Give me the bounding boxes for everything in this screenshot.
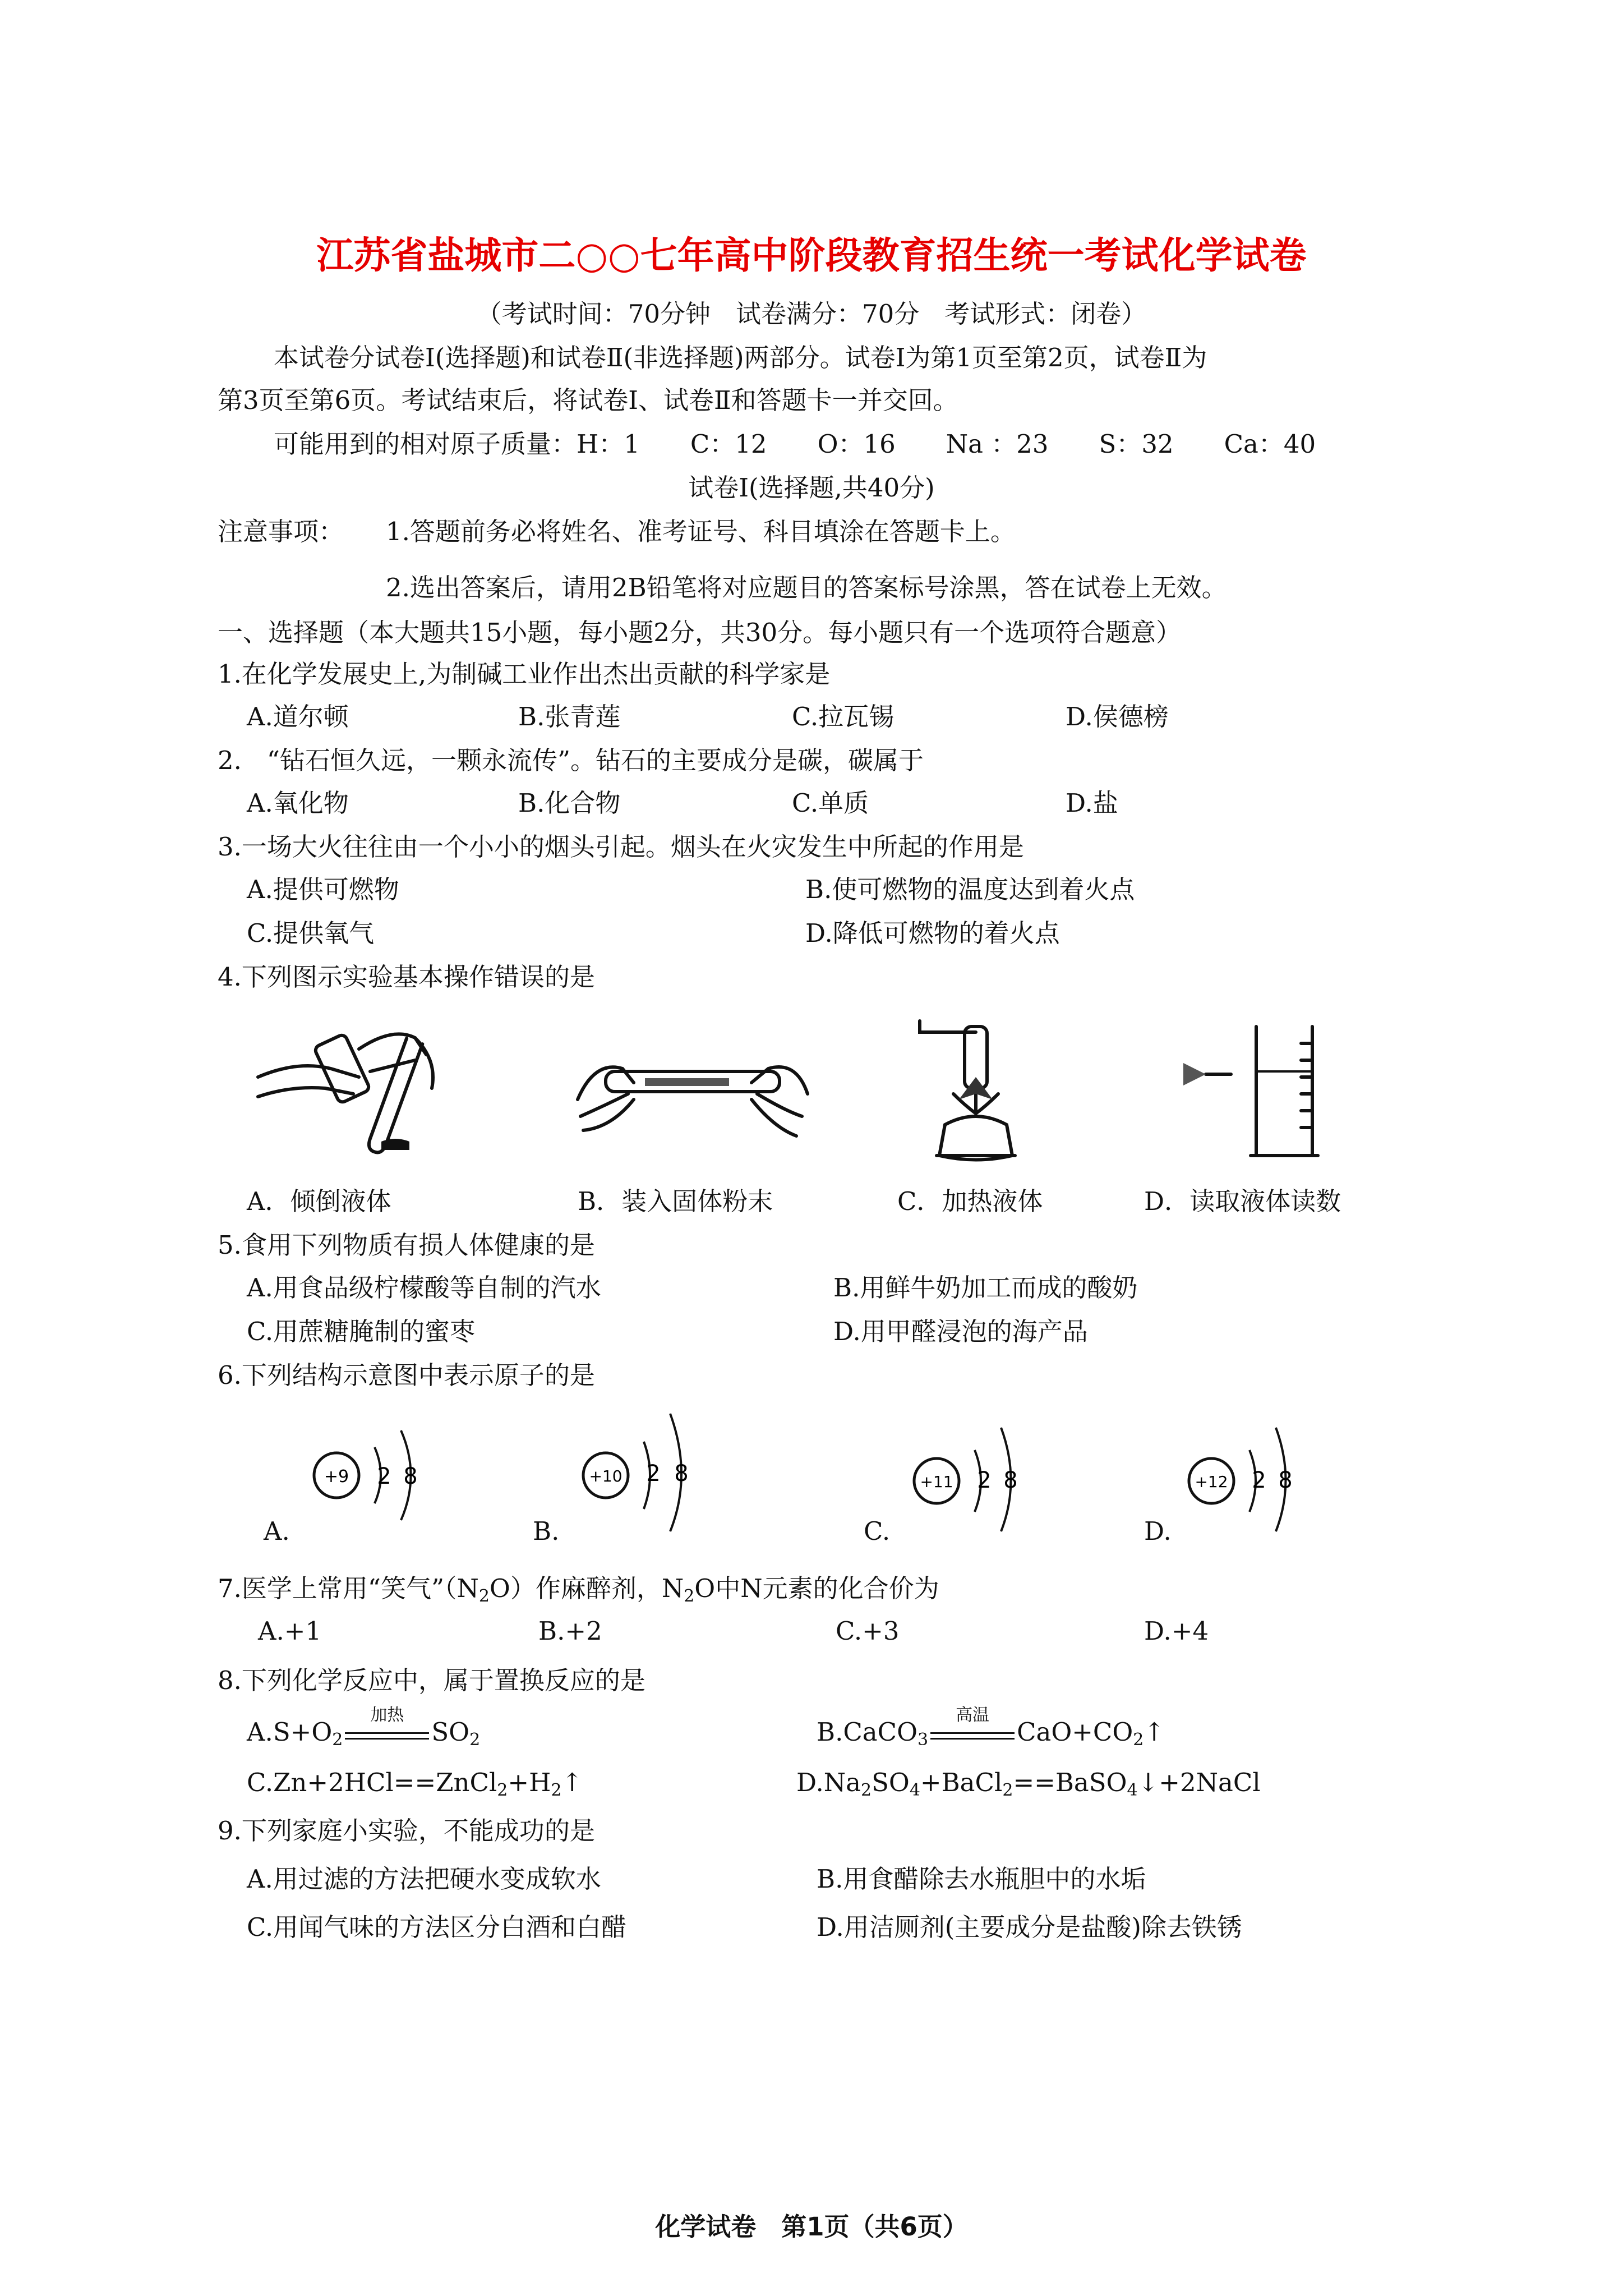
section-heading: 一、选择题（本大题共15小题，每小题2分，共30分。每小题只有一个选项符合题意） xyxy=(218,618,1182,647)
heating-liquid-figure xyxy=(892,1015,1049,1167)
q8-d-precipitate-arrow: ↓ xyxy=(1137,1768,1159,1797)
atom-diagram-c xyxy=(909,1414,1043,1537)
atomic-masses: 可能用到的相对原子质量：H：1 C：12 O：16 Na ：23 S：32 Ca：40 xyxy=(274,429,1316,459)
notice-1: 1.答题前务必将姓名、准考证号、科目填涂在答题卡上。 xyxy=(386,517,1016,546)
q8-b-sub-right: 2 xyxy=(1133,1730,1144,1750)
q8-c-sub-2: 2 xyxy=(551,1780,562,1800)
q6-option-d: D. xyxy=(1144,1516,1172,1546)
q7-sub-1: 2 xyxy=(478,1586,490,1606)
q8-b-sub-left: 3 xyxy=(917,1730,929,1750)
pouring-liquid-figure xyxy=(247,1015,460,1167)
atom-diagram-d xyxy=(1183,1414,1318,1537)
q8-d-part-2: SO xyxy=(872,1768,910,1797)
part1-heading: 试卷Ⅰ(选择题,共40分) xyxy=(688,473,935,503)
question-2-stem: 2. “钻石恒久远，一颗永流传”。钻石的主要成分是碳，碳属于 xyxy=(218,746,924,775)
question-1-stem: 1.在化学发展史上,为制碱工业作出杰出贡献的科学家是 xyxy=(218,659,831,689)
q8-b-gas-arrow: ↑ xyxy=(1144,1717,1165,1747)
q6-option-b: B. xyxy=(533,1516,560,1546)
q8-a-sub-left: 2 xyxy=(332,1730,343,1750)
atom-d-shell-1: 2 xyxy=(1252,1467,1266,1493)
q4-option-a: A．倾倒液体 xyxy=(247,1186,391,1216)
q8-b-left: CaCO xyxy=(843,1717,917,1747)
q7-option-d: D.+4 xyxy=(1144,1616,1209,1646)
q2-option-d: D.盐 xyxy=(1066,788,1118,818)
q7-text-2: O）作麻醉剂，N xyxy=(489,1573,684,1603)
atom-diagram-b xyxy=(578,1402,712,1537)
q8-equation-b xyxy=(817,1705,1165,1750)
q8-d-sub-1: 2 xyxy=(860,1780,872,1800)
q5-option-c: C.用蔗糖腌制的蜜枣 xyxy=(247,1317,476,1346)
atom-c-shell-2: 8 xyxy=(1003,1467,1018,1493)
intro-line-2: 第3页至第6页。考试结束后，将试卷Ⅰ、试卷Ⅱ和答题卡一并交回。 xyxy=(218,385,958,415)
q8-d-part-1: D.Na xyxy=(796,1768,861,1797)
q7-text-1: 7.医学上常用“笑气”（N xyxy=(218,1573,479,1603)
q7-sub-2: 2 xyxy=(684,1586,695,1606)
q9-option-c: C.用闻气味的方法区分白酒和白醋 xyxy=(247,1912,627,1942)
q1-option-a: A.道尔顿 xyxy=(247,702,349,731)
atom-d-nucleus: +12 xyxy=(1195,1473,1228,1491)
question-3-stem: 3.一场大火往往由一个小小的烟头引起。烟头在火灾发生中所起的作用是 xyxy=(218,832,1024,862)
question-6-stem: 6.下列结构示意图中表示原子的是 xyxy=(218,1360,595,1390)
q6-option-c: C. xyxy=(864,1516,891,1546)
q8-d-sub-4: 4 xyxy=(1127,1780,1138,1800)
notice-2: 2.选出答案后，请用2B铅笔将对应题目的答案标号涂黑，答在试卷上无效。 xyxy=(386,573,1227,602)
q8-d-part-4: ==BaSO xyxy=(1013,1768,1127,1797)
q8-b-label: B. xyxy=(817,1717,843,1747)
q8-a-left: S+O xyxy=(273,1717,333,1747)
q8-b-condition-label: 高温 xyxy=(956,1705,990,1725)
q7-text-3: O中N元素的化合价为 xyxy=(694,1573,939,1603)
question-7-stem xyxy=(218,1572,939,1605)
q8-c-part-1: C.Zn+2HCl==ZnCl xyxy=(247,1768,497,1797)
atom-b-shell-2: 8 xyxy=(674,1461,689,1487)
q9-option-a: A.用过滤的方法把硬水变成软水 xyxy=(247,1864,601,1894)
loading-powder-figure xyxy=(572,1038,813,1150)
exam-title: 江苏省盐城市二○○七年高中阶段教育招生统一考试化学试卷 xyxy=(316,233,1307,277)
q8-equation-d xyxy=(796,1766,1261,1800)
q3-option-a: A.提供可燃物 xyxy=(247,875,399,904)
exam-meta: （考试时间：70分钟 试卷满分：70分 考试形式：闭卷） xyxy=(476,299,1147,329)
reading-volume-figure xyxy=(1172,1021,1340,1167)
q7-option-a: A.+1 xyxy=(258,1616,322,1646)
q8-d-sub-2: 4 xyxy=(909,1780,920,1800)
q1-option-d: D.侯德榜 xyxy=(1066,702,1169,731)
q8-b-condition xyxy=(930,1705,1015,1746)
q8-equation-c xyxy=(247,1766,583,1800)
atom-c-shell-1: 2 xyxy=(977,1467,992,1493)
q1-option-b: B.张青莲 xyxy=(518,702,621,731)
atom-a-nucleus: +9 xyxy=(324,1467,349,1487)
atom-b-nucleus: +10 xyxy=(589,1467,623,1485)
q5-option-a: A.用食品级柠檬酸等自制的汽水 xyxy=(247,1273,601,1303)
q8-equation-a xyxy=(247,1705,481,1750)
q7-option-c: C.+3 xyxy=(836,1616,900,1646)
q3-option-b: B.使可燃物的温度达到着火点 xyxy=(805,875,1135,904)
q1-option-c: C.拉瓦锡 xyxy=(792,702,895,731)
q8-c-part-2: +H xyxy=(508,1768,551,1797)
q8-d-part-3: +BaCl xyxy=(920,1768,1003,1797)
q8-d-sub-3: 2 xyxy=(1002,1780,1013,1800)
q4-option-b: B．装入固体粉末 xyxy=(578,1186,773,1216)
q8-a-condition-label: 加热 xyxy=(370,1705,404,1725)
q7-option-b: B.+2 xyxy=(538,1616,602,1646)
atom-c-nucleus: +11 xyxy=(920,1473,953,1491)
q5-option-b: B.用鲜牛奶加工而成的酸奶 xyxy=(833,1273,1138,1303)
q8-c-sub-1: 2 xyxy=(497,1780,508,1800)
q8-d-part-5: +2NaCl xyxy=(1159,1768,1261,1797)
q8-c-gas-arrow: ↑ xyxy=(561,1768,583,1797)
question-4-stem: 4.下列图示实验基本操作错误的是 xyxy=(218,962,595,992)
page-footer: 化学试卷 第1页（共6页） xyxy=(655,2212,968,2242)
q4-option-c: C．加热液体 xyxy=(897,1186,1043,1216)
q9-option-b: B.用食醋除去水瓶胆中的水垢 xyxy=(817,1864,1146,1894)
q5-option-d: D.用甲醛浸泡的海产品 xyxy=(833,1317,1088,1346)
q3-option-d: D.降低可燃物的着火点 xyxy=(805,918,1060,948)
atom-a-shell-2: 8 xyxy=(403,1464,418,1489)
q2-option-a: A.氧化物 xyxy=(247,788,349,818)
q8-a-condition xyxy=(345,1705,429,1746)
q6-option-a: A. xyxy=(264,1516,290,1546)
q2-option-b: B.化合物 xyxy=(518,788,621,818)
question-5-stem: 5.食用下列物质有损人体健康的是 xyxy=(218,1230,595,1260)
q8-a-sub-right: 2 xyxy=(469,1730,481,1750)
atom-d-shell-2: 8 xyxy=(1278,1467,1293,1493)
q9-option-d: D.用洁厕剂(主要成分是盐酸)除去铁锈 xyxy=(817,1912,1242,1942)
atom-diagram-a xyxy=(308,1414,443,1537)
intro-line-1: 本试卷分试卷Ⅰ(选择题)和试卷Ⅱ(非选择题)两部分。试卷Ⅰ为第1页至第2页，试卷Ⅱ为 xyxy=(274,343,1207,372)
q8-a-right: SO xyxy=(431,1717,470,1747)
question-8-stem: 8.下列化学反应中，属于置换反应的是 xyxy=(218,1665,645,1695)
atom-a-shell-1: 2 xyxy=(377,1464,391,1489)
q8-a-label: A. xyxy=(247,1717,273,1747)
question-9-stem: 9.下列家庭小实验，不能成功的是 xyxy=(218,1816,595,1846)
q3-option-c: C.提供氧气 xyxy=(247,918,375,948)
q4-option-d: D．读取液体读数 xyxy=(1144,1186,1341,1216)
q2-option-c: C.单质 xyxy=(792,788,869,818)
notice-label: 注意事项： xyxy=(218,517,344,546)
q8-b-right: CaO+CO xyxy=(1017,1717,1133,1747)
atom-b-shell-1: 2 xyxy=(646,1461,661,1487)
